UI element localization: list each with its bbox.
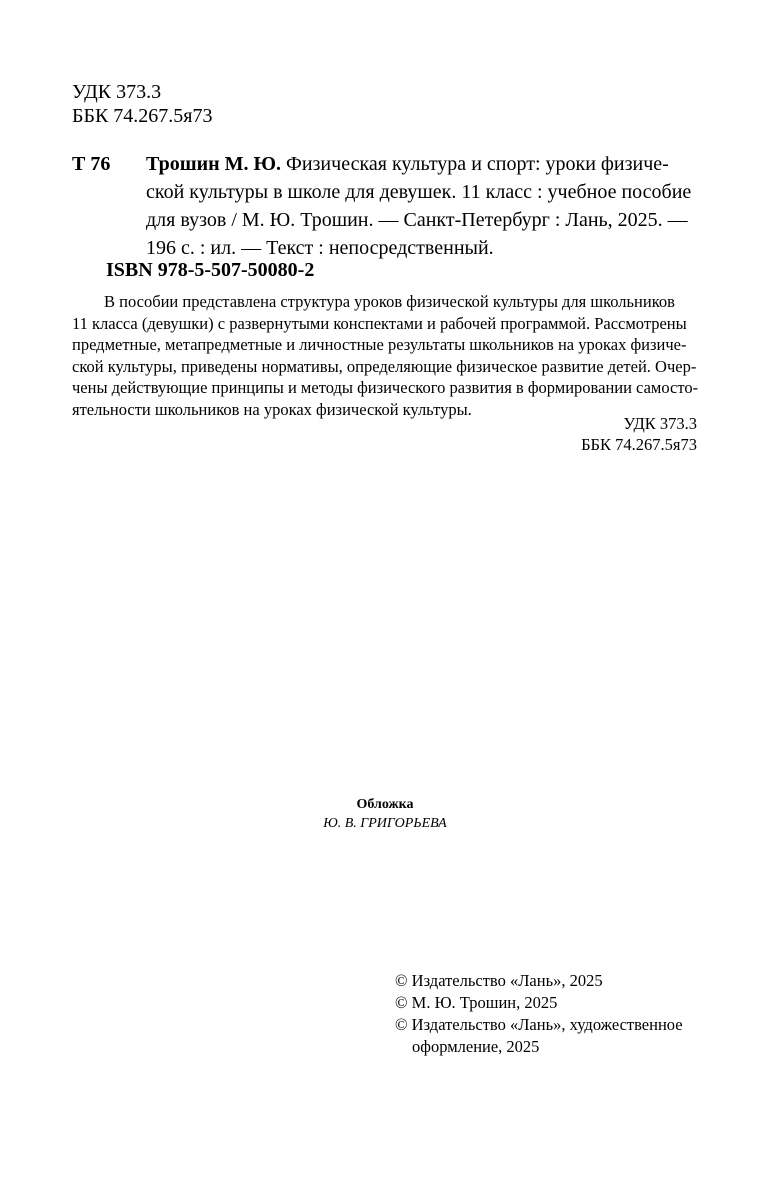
bib-line-4: 196 с. : ил. — Текст : непосредственный. — [146, 237, 494, 259]
copyright-line: © Издательство «Лань», 2025 — [395, 971, 603, 990]
author-sign: Т 76 — [72, 153, 111, 175]
udk-code: УДК 373.3 — [623, 414, 697, 433]
annotation-line: В пособии представлена структура уроков физической культуры для школьников — [104, 292, 675, 311]
annotation-line: 11 класса (девушки) с развернутыми конспектами и рабочей программой. Рассмотрены — [72, 313, 687, 333]
cover-credit — [240, 795, 530, 833]
copyright-notice — [395, 970, 683, 1058]
annotation-line: ятельности школьников на уроках физической культуры. — [72, 399, 472, 419]
annotation-line: чены действующие принципы и методы физического развития в формировании самосто- — [72, 378, 699, 397]
title-start: Физическая культура и спорт: уроки физиче- — [281, 153, 669, 175]
author-name: Трошин М. Ю. — [146, 153, 282, 175]
bbk-code: ББК 74.267.5я73 — [581, 435, 697, 454]
bibliographic-description — [146, 150, 691, 262]
annotation — [72, 291, 702, 420]
bib-line-2: ской культуры в школе для девушек. 11 класс : учебное пособие — [146, 181, 692, 203]
bbk-code: ББК 74.267.5я73 — [72, 105, 213, 127]
classification-codes-top — [72, 80, 213, 128]
cover-label: Обложка — [356, 797, 414, 812]
copyright-line: оформление, 2025 — [412, 1037, 540, 1056]
cover-designer: Ю. В. ГРИГОРЬЕВА — [323, 816, 447, 831]
udk-code: УДК 373.3 — [72, 81, 162, 103]
annotation-line: предметные, метапредметные и личностные результаты школьников на уроках физиче- — [72, 335, 687, 354]
bib-line-3: для вузов / М. Ю. Трошин. — Санкт-Петербург : Лань, 2025. — — [146, 209, 688, 231]
isbn: ISBN 978-5-507-50080-2 — [106, 259, 315, 281]
annotation-line: ской культуры, приведены нормативы, определяющие физическое развитие детей. Очер- — [72, 356, 697, 376]
bib-line-1 — [146, 150, 691, 178]
classification-codes-bottom — [560, 413, 697, 455]
copyright-line: © Издательство «Лань», художественное — [395, 1015, 683, 1034]
copyright-line: © М. Ю. Трошин, 2025 — [395, 993, 558, 1012]
